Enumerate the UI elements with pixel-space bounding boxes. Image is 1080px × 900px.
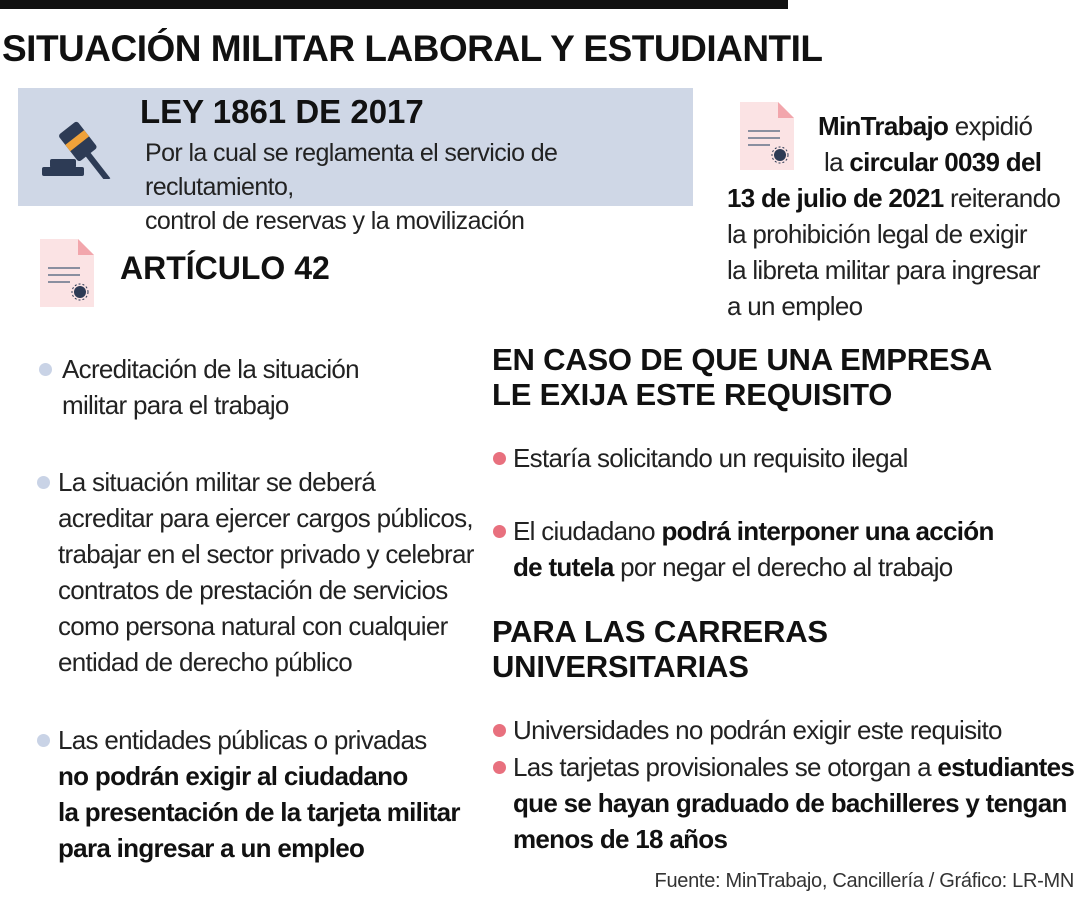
circular-number: circular 0039 del: [849, 147, 1042, 177]
bullet-text-bold: que se hayan graduado de bachilleres y tengan: [513, 788, 1067, 818]
circular-text: expidió: [948, 111, 1033, 141]
source-credit: Fuente: MinTrabajo, Cancillería / Gráfico: LR-MN: [654, 870, 1074, 892]
heading-line: LE EXIJA ESTE REQUISITO: [492, 377, 893, 412]
bullet-line: acreditar para ejercer cargos públicos,: [58, 503, 473, 533]
circular-org: MinTrabajo: [818, 111, 949, 141]
heading-line: EN CASO DE QUE UNA EMPRESA: [492, 342, 993, 377]
bullet-dot: [493, 761, 506, 774]
page-title: SITUACIÓN MILITAR LABORAL Y ESTUDIANTIL: [2, 28, 823, 69]
section-heading-company: [492, 342, 992, 412]
bullet-line: como persona natural con cualquier: [58, 611, 448, 641]
bullet-text: por negar el derecho al trabajo: [613, 552, 953, 582]
bullet-dot: [37, 476, 50, 489]
university-bullet: [513, 749, 1074, 857]
circular-text: la prohibición legal de exigir: [727, 219, 1027, 249]
university-bullet: [513, 712, 1002, 748]
law-description-line: Por la cual se reglamenta el servicio de reclutamiento,: [145, 139, 558, 201]
gavel-icon: [40, 115, 120, 179]
bullet-line-bold: para ingresar a un empleo: [58, 833, 365, 863]
bullet-text: El ciudadano: [513, 516, 662, 546]
company-bullet: [513, 440, 908, 476]
bullet-line: Universidades no podrán exigir este requisito: [513, 715, 1002, 745]
bullet-dot: [37, 734, 50, 747]
law-title: LEY 1861 DE 2017: [140, 93, 424, 130]
bullet-line: Estaría solicitando un requisito ilegal: [513, 443, 908, 473]
bullet-text-bold: podrá interponer una acción: [661, 516, 994, 546]
bullet-dot: [39, 363, 52, 376]
bullet-line-bold: no podrán exigir al ciudadano: [58, 761, 408, 791]
section-heading-university: [492, 614, 828, 684]
bullet-line: entidad de derecho público: [58, 647, 353, 677]
company-bullet: [513, 513, 994, 585]
law-description: [145, 136, 690, 238]
circular-text: reiterando: [943, 183, 1061, 213]
heading-line: UNIVERSITARIAS: [492, 649, 749, 684]
circular-date: 13 de julio de 2021: [727, 183, 944, 213]
heading-line: PARA LAS CARRERAS: [492, 614, 828, 649]
article-bullet: [62, 351, 359, 423]
top-rule: [0, 0, 788, 9]
bullet-text-bold: de tutela: [513, 552, 614, 582]
bullet-text: Las tarjetas provisionales se otorgan a: [513, 752, 938, 782]
bullet-dot: [493, 452, 506, 465]
circular-text: la: [824, 147, 850, 177]
bullet-line: La situación militar se deberá: [58, 467, 376, 497]
law-description-line: control de reservas y la movilización: [145, 207, 525, 235]
bullet-text-bold: estudiantes: [937, 752, 1075, 782]
bullet-line: contratos de prestación de servicios: [58, 575, 448, 605]
circular-text: la libreta militar para ingresar: [727, 255, 1040, 285]
bullet-line: Acreditación de la situación: [62, 354, 359, 384]
document-icon: [38, 237, 96, 309]
bullet-line: Las entidades públicas o privadas: [58, 725, 427, 755]
article-bullet: [58, 722, 460, 866]
bullet-line-bold: la presentación de la tarjeta militar: [58, 797, 460, 827]
document-icon: [738, 100, 796, 172]
article-title: ARTÍCULO 42: [120, 250, 330, 286]
bullet-dot: [493, 525, 506, 538]
bullet-dot: [493, 724, 506, 737]
bullet-line: militar para el trabajo: [62, 390, 289, 420]
article-bullet: [58, 464, 474, 680]
bullet-line: trabajar en el sector privado y celebrar: [58, 539, 474, 569]
bullet-text-bold: menos de 18 años: [513, 824, 728, 854]
circular-text: a un empleo: [727, 291, 863, 321]
circular-text-top: [818, 108, 1078, 180]
circular-text-rest: [727, 180, 1079, 324]
